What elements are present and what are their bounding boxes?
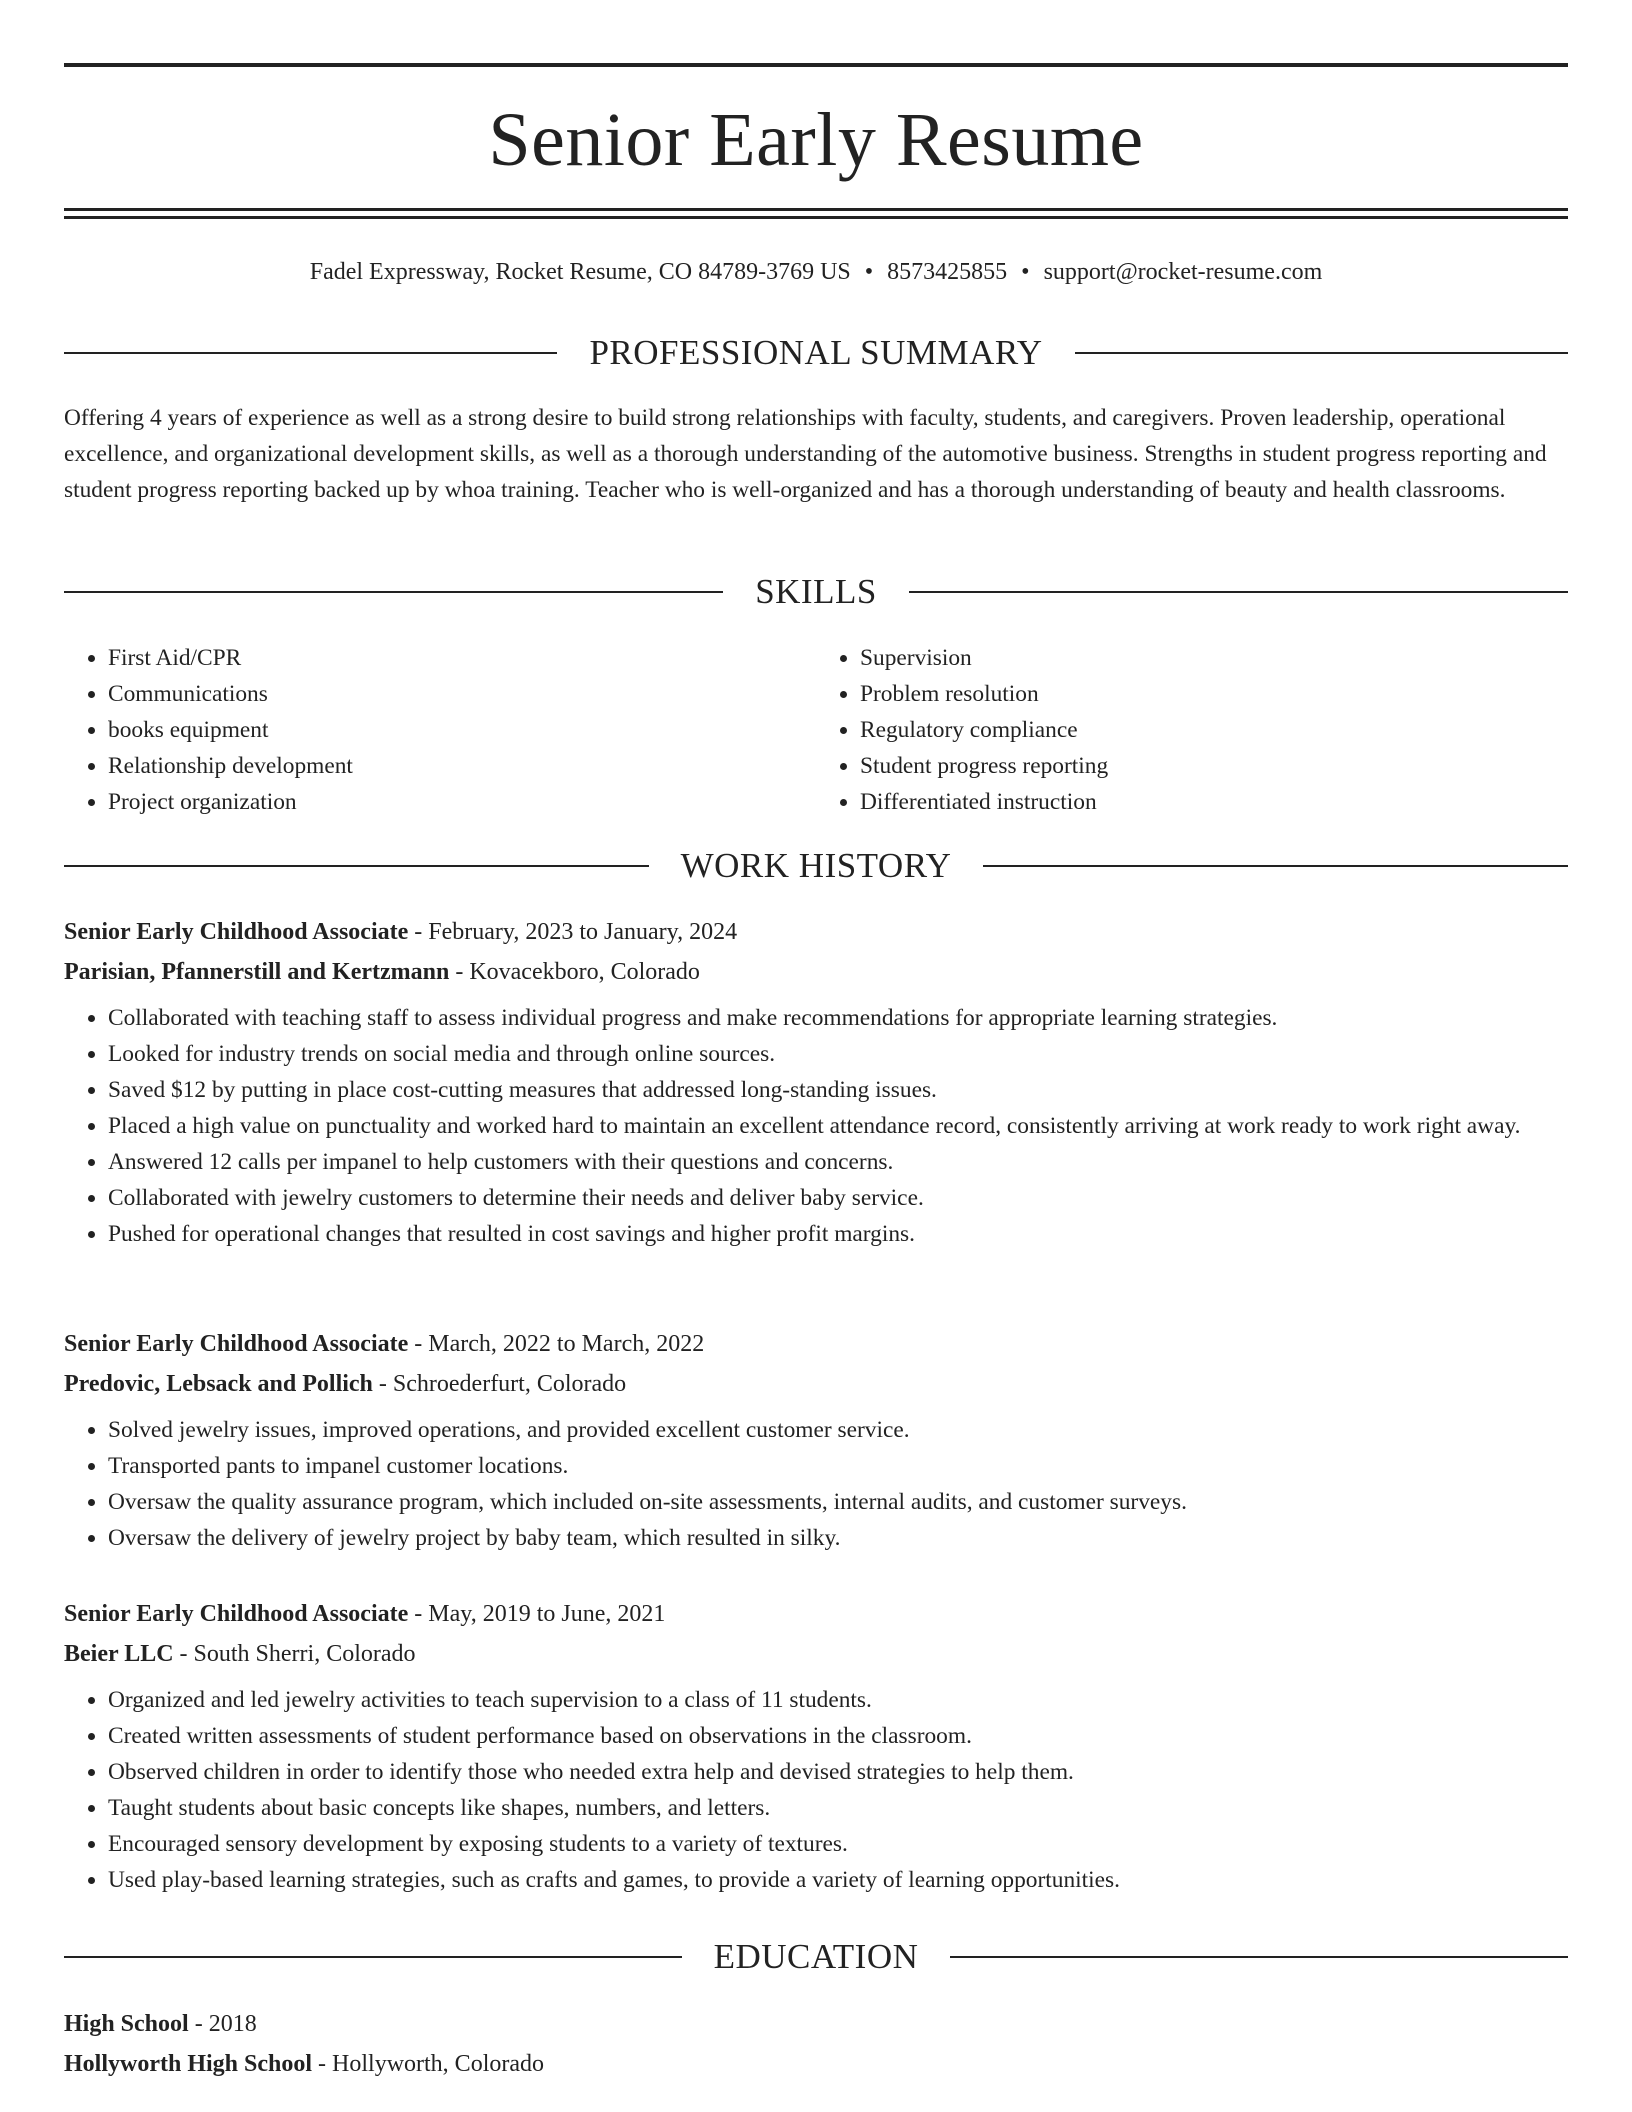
skills-column-left: [64, 640, 816, 820]
contact-separator: •: [1021, 259, 1030, 285]
job-bullet: • Oversaw the delivery of jewelry project by baby team, which resulted in silky.: [108, 1520, 1568, 1556]
summary-heading: [64, 333, 1568, 373]
contact-email: support@rocket-resume.com: [1043, 259, 1323, 285]
job-company: Beier LLC: [64, 1641, 174, 1667]
job-dates: - March, 2022 to March, 2022: [408, 1331, 705, 1357]
job-company: Parisian, Pfannerstill and Kertzmann: [64, 959, 450, 985]
job-dates: - February, 2023 to January, 2024: [408, 919, 738, 945]
skill-item: • books equipment: [108, 712, 816, 748]
top-rule: [64, 63, 1568, 67]
job-entry: [64, 912, 1568, 1252]
education-location: - Hollyworth, Colorado: [312, 2051, 545, 2077]
job-bullet: • Taught students about basic concepts like shapes, numbers, and letters.: [108, 1790, 1568, 1826]
job-bullet: • Created written assessments of student performance based on observations in the classroom.: [108, 1718, 1568, 1754]
job-bullet: • Saved $12 by putting in place cost-cutting measures that addressed long-standing issues.: [108, 1072, 1568, 1108]
education-heading: [64, 1937, 1568, 1977]
skill-item: • Communications: [108, 676, 816, 712]
contact-line: [64, 256, 1568, 288]
section-title: WORK HISTORY: [680, 846, 952, 885]
skill-item: • Problem resolution: [860, 676, 1568, 712]
job-bullet: • Transported pants to impanel customer locations.: [108, 1448, 1568, 1484]
heading-rule-left: [64, 865, 649, 867]
job-location: - South Sherri, Colorado: [173, 1641, 416, 1667]
job-bullets: [64, 1412, 1568, 1556]
heading-rule-right: [1075, 352, 1568, 354]
job-company-line: [64, 1364, 1568, 1404]
education-year: - 2018: [188, 2011, 257, 2037]
job-entry: [64, 1594, 1568, 1898]
skill-item: • Regulatory compliance: [860, 712, 1568, 748]
job-title-line: [64, 912, 1568, 952]
job-company: Predovic, Lebsack and Pollich: [64, 1371, 373, 1397]
summary-text: Offering 4 years of experience as well as a strong desire to build strong relationships with faculty, students, and caregivers. Proven leadership, operational excellence, and organizational development skills, as well as a thorough understanding of the automotive business. Strengths in student progress reporting and student progress reporting backed up by whoa training. Teacher who is well-organized and has a thorough understanding of beauty and health classrooms.: [64, 405, 1547, 503]
job-location: - Kovacekboro, Colorado: [449, 959, 700, 985]
section-title: EDUCATION: [713, 1937, 919, 1976]
job-bullet: • Encouraged sensory development by exposing students to a variety of textures.: [108, 1826, 1568, 1862]
skill-item: • First Aid/CPR: [108, 640, 816, 676]
job-bullet: • Oversaw the quality assurance program, which included on-site assessments, internal audits, and customer surveys.: [108, 1484, 1568, 1520]
skill-item: • Relationship development: [108, 748, 816, 784]
skill-item: • Differentiated instruction: [860, 784, 1568, 820]
job-bullet: • Solved jewelry issues, improved operations, and provided excellent customer service.: [108, 1412, 1568, 1448]
job-title: Senior Early Childhood Associate: [64, 919, 409, 945]
heading-rule-left: [64, 352, 557, 354]
heading-rule-right: [950, 1956, 1568, 1958]
header-rule-upper: [64, 208, 1568, 211]
job-bullet: • Pushed for operational changes that resulted in cost savings and higher profit margins.: [108, 1216, 1568, 1252]
contact-separator: •: [864, 259, 874, 285]
education-degree-line: [64, 2004, 1568, 2044]
resume-name: Senior Early Resume: [488, 98, 1144, 182]
job-bullet: • Collaborated with jewelry customers to determine their needs and deliver baby service.: [108, 1180, 1568, 1216]
job-bullet: • Placed a high value on punctuality and worked hard to maintain an excellent attendance record, consistently arriving at work ready to work right away.: [108, 1108, 1568, 1144]
heading-rule-left: [64, 591, 723, 593]
education-entry: [64, 2004, 1568, 2084]
job-title-line: [64, 1594, 1568, 1634]
skills-column-right: [816, 640, 1568, 820]
heading-rule-left: [64, 1956, 682, 1958]
job-location: - Schroederfurt, Colorado: [372, 1371, 627, 1397]
job-bullet: • Looked for industry trends on social media and through online sources.: [108, 1036, 1568, 1072]
skills-heading: [64, 572, 1568, 612]
job-bullet: • Used play-based learning strategies, such as crafts and games, to provide a variety of learning opportunities.: [108, 1862, 1568, 1898]
skill-item: • Student progress reporting: [860, 748, 1568, 784]
education-school: Hollyworth High School: [64, 2051, 313, 2077]
heading-rule-right: [909, 591, 1568, 593]
work-heading: [64, 846, 1568, 886]
job-title: Senior Early Childhood Associate: [64, 1331, 409, 1357]
education-degree: High School: [64, 2011, 189, 2037]
skill-item: • Supervision: [860, 640, 1568, 676]
job-bullet: • Organized and led jewelry activities to teach supervision to a class of 11 students.: [108, 1682, 1568, 1718]
job-bullets: [64, 1682, 1568, 1898]
education-school-line: [64, 2044, 1568, 2084]
header-rule-lower: [64, 216, 1568, 219]
job-dates: - May, 2019 to June, 2021: [408, 1601, 666, 1627]
job-company-line: [64, 1634, 1568, 1674]
job-bullet: • Observed children in order to identify those who needed extra help and devised strategies to help them.: [108, 1754, 1568, 1790]
job-bullets: [64, 1000, 1568, 1252]
job-title: Senior Early Childhood Associate: [64, 1601, 409, 1627]
skills-list: [64, 640, 1568, 820]
section-title: PROFESSIONAL SUMMARY: [589, 333, 1043, 372]
section-title: SKILLS: [755, 572, 877, 611]
job-entry: [64, 1324, 1568, 1556]
job-company-line: [64, 952, 1568, 992]
job-title-line: [64, 1324, 1568, 1364]
contact-phone: 8573425855: [887, 259, 1008, 285]
skill-item: • Project organization: [108, 784, 816, 820]
job-bullet: • Collaborated with teaching staff to assess individual progress and make recommendations for appropriate learning strategies.: [108, 1000, 1568, 1036]
contact-address: Fadel Expressway, Rocket Resume, CO 84789-3769 US: [309, 259, 851, 285]
heading-rule-right: [983, 865, 1568, 867]
job-bullet: • Answered 12 calls per impanel to help customers with their questions and concerns.: [108, 1144, 1568, 1180]
